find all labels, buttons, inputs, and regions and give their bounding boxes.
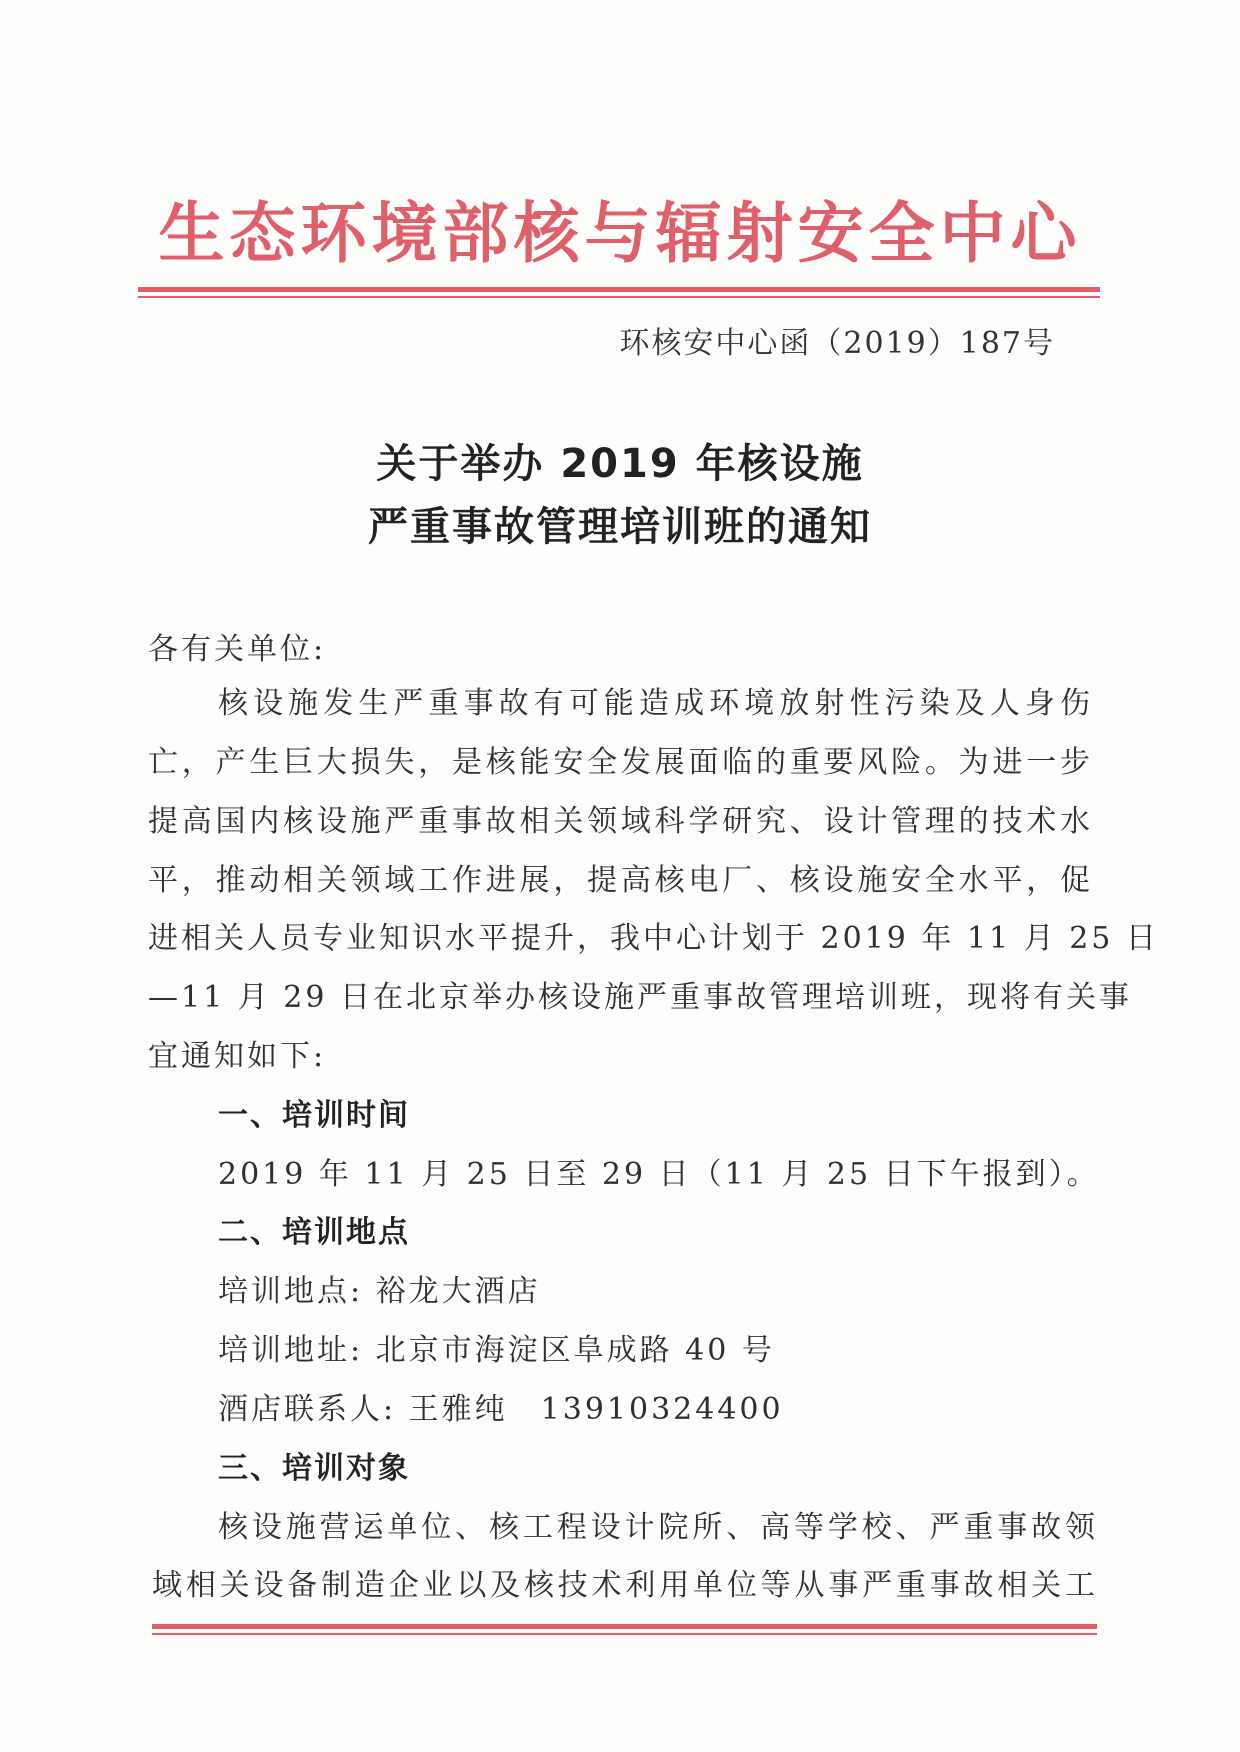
intro-line: 平，推动相关领域工作进展，提高核电厂、核设施安全水平，促 bbox=[148, 863, 1093, 898]
footer-divider bbox=[152, 1624, 1097, 1635]
audience-line: 核设施营运单位、核工程设计院所、高等学校、严重事故领 bbox=[218, 1510, 1098, 1545]
intro-line: 宜通知如下: bbox=[148, 1039, 327, 1074]
notice-title-line-2: 严重事故管理培训班的通知 bbox=[368, 504, 872, 550]
training-time-text: 2019 年 11 月 25 日至 29 日（11 月 25 日下午报到）。 bbox=[218, 1157, 1100, 1192]
training-address: 培训地址: 北京市海淀区阜成路 40 号 bbox=[218, 1333, 775, 1368]
intro-line: 提高国内核设施严重事故相关领域科学研究、设计管理的技术水 bbox=[148, 804, 1093, 839]
salutation: 各有关单位: bbox=[148, 632, 327, 667]
section-heading-time: 一、培训时间 bbox=[218, 1098, 410, 1133]
letterhead-title: 生态环境部核与辐射安全中心 bbox=[158, 195, 1082, 272]
intro-line: 亡，产生巨大损失，是核能安全发展面临的重要风险。为进一步 bbox=[148, 745, 1093, 780]
notice-title-line-1: 关于举办 2019 年核设施 bbox=[376, 441, 864, 487]
document-number: 环核安中心函（2019）187号 bbox=[619, 326, 1055, 361]
training-venue: 培训地点: 裕龙大酒店 bbox=[218, 1274, 541, 1309]
section-heading-location: 二、培训地点 bbox=[218, 1215, 410, 1250]
intro-line: 核设施发生严重事故有可能造成环境放射性污染及人身伤 bbox=[218, 686, 1093, 721]
audience-line: 域相关设备制造企业以及核技术利用单位等从事严重事故相关工 bbox=[152, 1568, 1098, 1603]
intro-line: 进相关人员专业知识水平提升，我中心计划于 2019 年 11 月 25 日 bbox=[148, 921, 1159, 956]
intro-line: —11 月 29 日在北京举办核设施严重事故管理培训班，现将有关事 bbox=[148, 980, 1132, 1015]
hotel-contact: 酒店联系人: 王雅纯 13910324400 bbox=[218, 1392, 784, 1427]
letterhead-divider bbox=[138, 287, 1100, 298]
section-heading-audience: 三、培训对象 bbox=[218, 1451, 410, 1486]
